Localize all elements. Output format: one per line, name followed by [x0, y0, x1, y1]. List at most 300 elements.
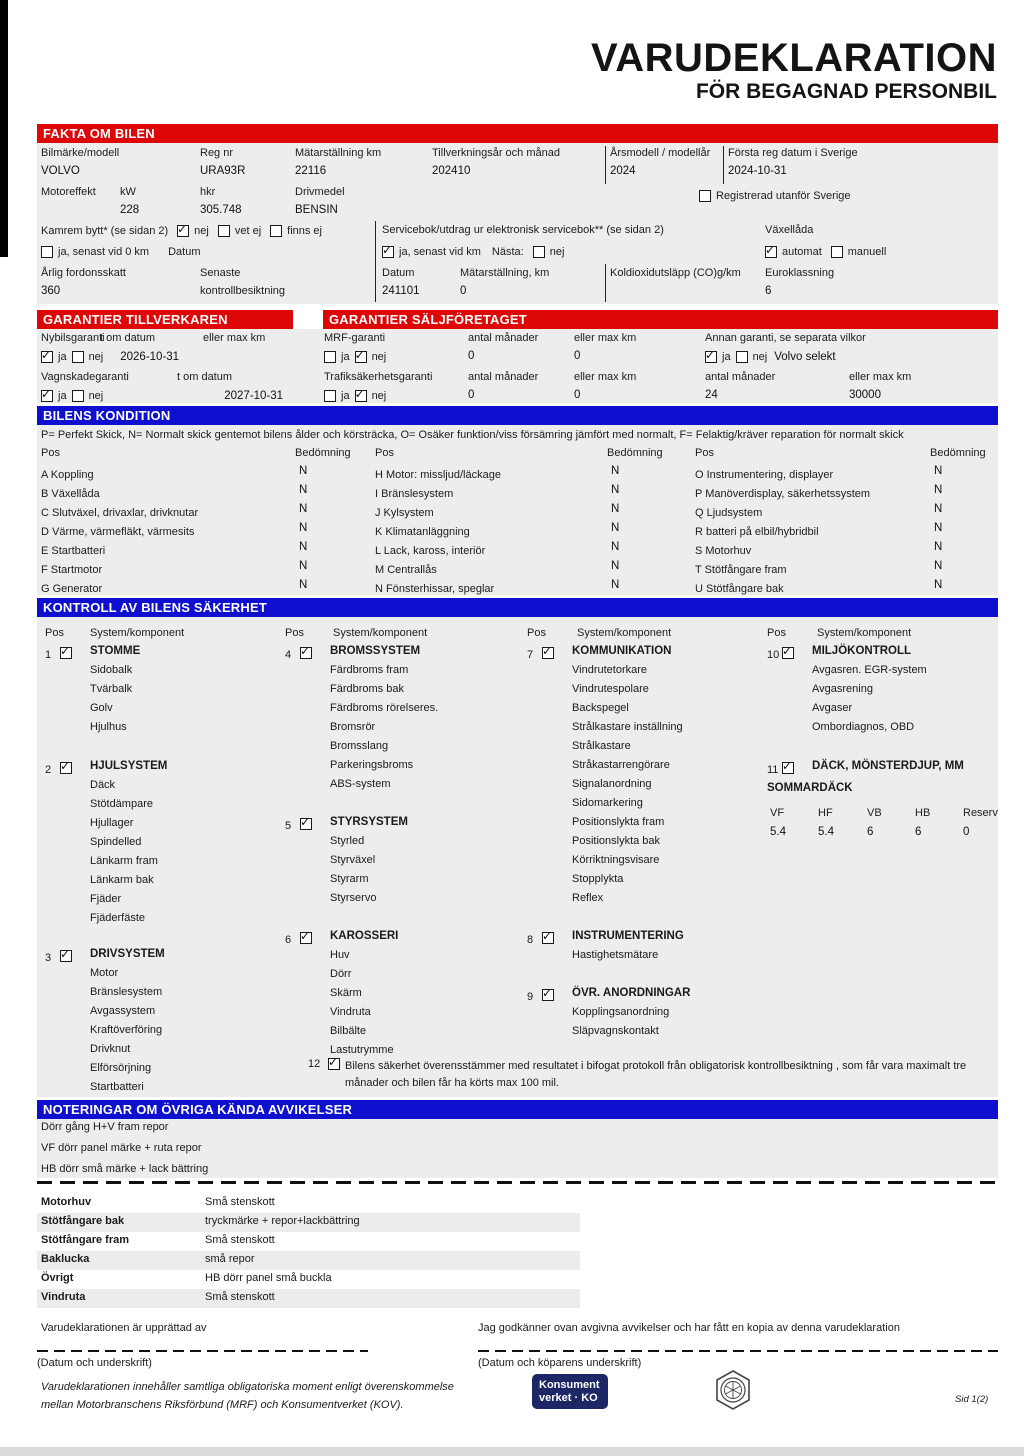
safety-item: Dörr — [330, 968, 352, 980]
euro-class-value: 6 — [765, 285, 772, 297]
kamrem-ja-label: ja, senast vid 0 km — [58, 245, 150, 258]
safety-group-checkbox — [542, 932, 554, 944]
kamrem-nej-checkbox — [177, 225, 189, 237]
trafik-months-value: 0 — [468, 389, 475, 401]
pos-header: Pos — [695, 447, 714, 459]
condition-row — [41, 503, 371, 522]
mrf-logo-icon — [712, 1368, 754, 1412]
tyre-depth-value: 5.4 — [818, 826, 834, 838]
kw-value: 228 — [120, 204, 140, 216]
condition-row — [41, 560, 371, 579]
condition-pos-label: A Koppling — [41, 469, 94, 481]
condition-row — [375, 465, 705, 484]
inspection-label: kontrollbesiktning — [200, 285, 285, 297]
tyre-col-header: HF — [818, 807, 833, 819]
damage-table — [37, 1194, 580, 1308]
latest-label: Senaste — [200, 267, 241, 279]
safety-group — [527, 645, 761, 911]
condition-pos-label: E Startbatteri — [41, 545, 106, 557]
safety-group-header — [527, 930, 761, 949]
co2-label: Koldioxidutsläpp (CO)g/km — [610, 267, 741, 279]
condition-pos-label: M Centrallås — [375, 564, 437, 576]
safety-item: Länkarm bak — [90, 874, 154, 886]
kamrem-ja-checkbox — [41, 246, 53, 258]
condition-row — [41, 522, 371, 541]
page-bottom-strip — [0, 1447, 1024, 1456]
gearbox-automat-checkbox — [765, 246, 777, 258]
safety-group-number: 5 — [285, 820, 292, 832]
fuel-value: BENSIN — [295, 204, 338, 216]
safety-group-number: 10 — [767, 649, 780, 661]
condition-pos-label: P Manöverdisplay, säkerhetssystem — [695, 488, 871, 500]
safety-item: Vindruta — [330, 1006, 371, 1018]
ja-label: ja — [341, 350, 350, 363]
ja-label: ja — [722, 350, 731, 363]
safety-group-number: 9 — [527, 991, 534, 1003]
condition-grade: N — [934, 484, 943, 496]
hkr-label: hkr — [200, 186, 216, 198]
safety-group-header — [767, 645, 1001, 664]
annan-ja-checkbox — [705, 351, 717, 363]
tom-datum-label: t om datum — [177, 371, 233, 383]
condition-pos-label: O Instrumentering, displayer — [695, 469, 834, 481]
safety-item: Körriktningsvisare — [572, 854, 660, 866]
tyre-col-header: VB — [867, 807, 882, 819]
condition-pos-label: C Slutväxel, drivaxlar, drivknutar — [41, 507, 199, 519]
page-edge-bar — [0, 0, 8, 257]
condition-column — [41, 465, 371, 598]
condition-pos-label: I Bränslesystem — [375, 488, 454, 500]
safety-item: ABS-system — [330, 778, 391, 790]
safety-group-title: INSTRUMENTERING — [572, 930, 684, 942]
condition-grade: N — [611, 579, 620, 591]
bedomning-header: Bedömning — [295, 447, 351, 459]
inspection-date-label: Datum — [382, 267, 415, 279]
safety-item: Bilbälte — [330, 1025, 367, 1037]
safety-item: Strålkastare — [572, 740, 631, 752]
condition-pos-label: F Startmotor — [41, 564, 103, 576]
condition-pos-label: H Motor: missljud/läckage — [375, 469, 501, 481]
max-km-label: eller max km — [203, 332, 266, 344]
nybils-ja-checkbox — [41, 351, 53, 363]
condition-grade: N — [934, 522, 943, 534]
pos-header: Pos — [767, 627, 786, 639]
condition-grade: N — [934, 503, 943, 515]
safety-item: Huv — [330, 949, 350, 961]
condition-row — [41, 541, 371, 560]
damage-note-value: HB dörr panel små buckla — [205, 1272, 332, 1284]
damage-note-value: Små stenskott — [205, 1291, 275, 1303]
safety-item-12-text: Bilens säkerhet överensstämmer med resultatet i bifogat protokoll från obligatorisk kontrollbesiktning , som får vara maximalt tre månader och bilen får ha körts max 100 mil. — [345, 1060, 967, 1089]
safety-item: Startbatteri — [90, 1081, 144, 1093]
safety-group-header — [527, 645, 761, 664]
servicebook-label: Servicebok/utdrag ur elektronisk servicebok** (se sidan 2) — [382, 224, 664, 236]
annan-garanti-label: Annan garanti, se separata vilkor — [705, 332, 866, 344]
damage-row — [37, 1194, 580, 1213]
divider — [605, 146, 606, 184]
tyre-col-header: HB — [915, 807, 931, 819]
safety-group — [45, 645, 279, 740]
noteringar-line: VF dörr panel märke + ruta repor — [41, 1142, 202, 1154]
component-header: System/komponent — [817, 627, 912, 639]
damage-part-label: Vindruta — [41, 1291, 86, 1303]
safety-item: Fjäderfäste — [90, 912, 146, 924]
safety-item: Sidomarkering — [572, 797, 643, 809]
vagnskade-ja-checkbox — [41, 390, 53, 402]
safety-item: Styrarm — [330, 873, 369, 885]
safety-item: Styrled — [330, 835, 365, 847]
damage-note-value: Små stenskott — [205, 1196, 275, 1208]
disclaimer-line1: Varudeklarationen innehåller samtliga obligatoriska moment enligt överenskommelse — [41, 1381, 454, 1393]
tax-label: Årlig fordonsskatt — [41, 267, 126, 279]
safety-item: Reflex — [572, 892, 604, 904]
trafik-km-value: 0 — [574, 389, 581, 401]
annan-nej-checkbox — [736, 351, 748, 363]
condition-pos-label: G Generator — [41, 583, 103, 595]
safety-group-checkbox — [782, 762, 794, 774]
pos-header: Pos — [285, 627, 304, 639]
safety-group-checkbox — [300, 932, 312, 944]
safety-item: Kraftöverföring — [90, 1024, 163, 1036]
section-header-noteringar: NOTERINGAR OM ÖVRIGA KÄNDA AVVIKELSER — [37, 1100, 998, 1119]
safety-item: Styrväxel — [330, 854, 376, 866]
safety-group-checkbox — [542, 647, 554, 659]
trafiksakerhetsgaranti-label: Trafiksäkerhetsgaranti — [324, 371, 433, 383]
safety-item: Bränslesystem — [90, 986, 163, 998]
nej-label: nej — [371, 389, 387, 402]
damage-row — [37, 1270, 580, 1289]
safety-group-checkbox — [542, 989, 554, 1001]
component-header: System/komponent — [90, 627, 185, 639]
nybils-date-value: 2026-10-31 — [120, 350, 180, 363]
condition-pos-label: R batteri på elbil/hybridbil — [695, 526, 819, 538]
servicebook-row — [382, 245, 564, 258]
damage-part-label: Stötfångare fram — [41, 1234, 130, 1246]
safety-group-title: KOMMUNIKATION — [572, 645, 672, 657]
antal-manader-label: antal månader — [468, 332, 539, 344]
field-label: Tillverkningsår och månad — [432, 147, 560, 159]
kamrem-label: Kamrem bytt* (se sidan 2) — [41, 224, 169, 237]
condition-pos-label: Q Ljudsystem — [695, 507, 763, 519]
safety-item: Positionslykta bak — [572, 835, 661, 847]
odometer-value: 22116 — [295, 165, 327, 177]
safety-item: Vindrutespolare — [572, 683, 649, 695]
safety-item: Drivknut — [90, 1043, 131, 1055]
annan-manader-label: antal månader — [705, 371, 776, 383]
safety-item: Parkeringsbroms — [330, 759, 414, 771]
brand-model-value: VOLVO — [41, 165, 80, 177]
condition-row — [41, 484, 371, 503]
safety-item: Golv — [90, 702, 113, 714]
antal-manader-label: antal månader — [468, 371, 539, 383]
safety-item: Stopplykta — [572, 873, 624, 885]
ja-label: ja — [58, 389, 67, 402]
condition-pos-label: N Fönsterhissar, speglar — [375, 583, 495, 595]
document-title — [591, 36, 997, 104]
condition-grade: N — [611, 560, 620, 572]
safety-group-checkbox — [782, 647, 794, 659]
condition-pos-label: J Kylsystem — [375, 507, 434, 519]
prepared-by-label: Varudeklarationen är upprättad av — [41, 1322, 207, 1334]
condition-row — [695, 522, 1024, 541]
section-header-kondition: BILENS KONDITION — [37, 406, 998, 425]
gearbox-label: Växellåda — [765, 224, 814, 236]
safety-group-number: 3 — [45, 952, 52, 964]
eller-max-km-label: eller max km — [574, 371, 637, 383]
kamrem-finnsej-label: finns ej — [287, 224, 322, 237]
condition-grade: N — [299, 484, 308, 496]
safety-item: Färdbroms bak — [330, 683, 404, 695]
servicebook-ja-checkbox — [382, 246, 394, 258]
safety-group-title: KAROSSERI — [330, 930, 399, 942]
vagnskade-date-value: 2027-10-31 — [224, 389, 284, 402]
tyre-depth-value: 6 — [915, 826, 922, 838]
condition-grade: N — [611, 522, 620, 534]
safety-group-header — [285, 930, 519, 949]
damage-row — [37, 1251, 580, 1270]
safety-item: Avgasren. EGR-system — [812, 664, 927, 676]
safety-group-number: 6 — [285, 934, 292, 946]
seller-signature-caption: (Datum och underskrift) — [37, 1357, 152, 1369]
component-header: System/komponent — [577, 627, 672, 639]
gearbox-row — [765, 245, 886, 258]
safety-item: Ombordiagnos, OBD — [812, 721, 915, 733]
condition-grade: N — [934, 541, 943, 553]
condition-pos-label: B Växellåda — [41, 488, 100, 500]
safety-group-checkbox — [60, 950, 72, 962]
bedomning-header: Bedömning — [930, 447, 986, 459]
condition-row — [375, 522, 705, 541]
nej-label: nej — [752, 350, 768, 363]
condition-column — [695, 465, 1024, 598]
safety-item: Avgaser — [812, 702, 853, 714]
safety-group-header — [285, 645, 519, 664]
kamrem-datum-label: Datum — [168, 245, 201, 258]
safety-group-header — [767, 760, 1001, 779]
pos-header: Pos — [527, 627, 546, 639]
safety-item: Vindrutetorkare — [572, 664, 648, 676]
pos-header: Pos — [41, 447, 60, 459]
condition-grade: N — [611, 465, 620, 477]
damage-part-label: Stötfångare bak — [41, 1215, 125, 1227]
mrf-ja-checkbox — [324, 351, 336, 363]
safety-item: Lastutrymme — [330, 1044, 394, 1056]
safety-group — [527, 930, 761, 968]
safety-item: Tvärbalk — [90, 683, 133, 695]
condition-pos-label: L Lack, kaross, interiör — [375, 545, 486, 557]
condition-grade: N — [299, 522, 308, 534]
safety-item: Signalanordning — [572, 778, 652, 790]
pos-header: Pos — [45, 627, 64, 639]
kamrem-options-row — [41, 224, 322, 237]
signature-line-seller — [37, 1350, 368, 1352]
damage-row — [37, 1232, 580, 1251]
kamrem-vetej-checkbox — [218, 225, 230, 237]
field-label: Första reg datum i Sverige — [728, 147, 858, 159]
safety-group-number: 11 — [767, 764, 779, 776]
vagnskade-nej-checkbox — [72, 390, 84, 402]
section-header-sakerhet: KONTROLL AV BILENS SÄKERHET — [37, 598, 998, 617]
registered-abroad-checkbox — [699, 190, 711, 202]
bedomning-header: Bedömning — [607, 447, 663, 459]
kamrem-finnsej-checkbox — [270, 225, 282, 237]
damage-part-label: Baklucka — [41, 1253, 90, 1265]
safety-item: Hjullager — [90, 817, 134, 829]
page-subtitle: FÖR BEGAGNAD PERSONBIL — [695, 80, 997, 103]
mrf-km-value: 0 — [574, 350, 581, 362]
safety-item: Bromsrör — [330, 721, 376, 733]
safety-group-header — [45, 645, 279, 664]
nybilsgaranti-label: Nybilsgaranti — [41, 332, 105, 344]
nej-label: nej — [88, 389, 104, 402]
condition-row — [375, 579, 705, 598]
condition-row — [375, 503, 705, 522]
safety-group — [285, 816, 519, 911]
nej-label: nej — [88, 350, 104, 363]
condition-pos-label: D Värme, värmefläkt, värmesits — [41, 526, 195, 538]
model-year-value: 2024 — [610, 165, 636, 177]
safety-group-title: MILJÖKONTROLL — [812, 645, 912, 657]
damage-part-label: Motorhuv — [41, 1196, 92, 1208]
safety-item: Stötdämpare — [90, 798, 153, 810]
safety-item-12-number: 12 — [308, 1058, 321, 1070]
damage-note-value: Små stenskott — [205, 1234, 275, 1246]
safety-group-number: 2 — [45, 764, 52, 776]
condition-grade: N — [934, 579, 943, 591]
safety-item: Bromsslang — [330, 740, 389, 752]
page-title: VARUDEKLARATION — [591, 36, 997, 80]
tyre-depth-value: 5.4 — [770, 826, 786, 838]
servicebook-nej-label: nej — [549, 245, 565, 258]
vagnskadegaranti-label: Vagnskadegaranti — [41, 371, 129, 383]
safety-group — [767, 760, 1001, 845]
condition-row — [375, 484, 705, 503]
mrf-months-value: 0 — [468, 350, 475, 362]
signature-line-buyer — [478, 1350, 998, 1352]
damage-row — [37, 1289, 580, 1308]
condition-row — [41, 465, 371, 484]
disclaimer-line2: mellan Motorbranschens Riksförbund (MRF) och Konsumentverket (KOV). — [41, 1399, 404, 1411]
konsumentverket-logo — [532, 1374, 608, 1409]
safety-item: Släpvagnskontakt — [572, 1025, 659, 1037]
condition-row — [695, 541, 1024, 560]
safety-item: Däck — [90, 779, 116, 791]
condition-grade: N — [299, 560, 308, 572]
safety-group-header — [45, 948, 279, 967]
damage-note-value: små repor — [205, 1253, 255, 1265]
condition-grade: N — [299, 503, 308, 515]
annan-garanti-row — [705, 350, 836, 363]
damage-note-value: tryckmärke + repor+lackbättring — [205, 1215, 360, 1227]
damage-row — [37, 1213, 580, 1232]
safety-group — [45, 948, 279, 1100]
condition-grade: N — [611, 484, 620, 496]
field-label: Mätarställning km — [295, 147, 382, 159]
servicebook-ja-label: ja, senast vid km — [399, 245, 481, 258]
safety-group-title: STYRSYSTEM — [330, 816, 408, 828]
section-header-fakta: FAKTA OM BILEN — [37, 124, 998, 143]
safety-group-checkbox — [300, 647, 312, 659]
trafik-nej-checkbox — [355, 390, 367, 402]
safety-item: Hjulhus — [90, 721, 127, 733]
safety-group-number: 1 — [45, 649, 52, 661]
safety-group-title: DÄCK, MÖNSTERDJUP, MM — [812, 760, 964, 772]
safety-group-number: 4 — [285, 649, 292, 661]
tyre-depth-value: 0 — [963, 826, 970, 838]
safety-item: Styrservo — [330, 892, 377, 904]
condition-row — [695, 503, 1024, 522]
condition-grade: N — [934, 560, 943, 572]
noteringar-line: Dörr gång H+V fram repor — [41, 1121, 169, 1133]
tax-value: 360 — [41, 285, 61, 297]
safety-group-number: 8 — [527, 934, 534, 946]
page-number: Sid 1(2) — [955, 1394, 989, 1405]
annan-garanti-value: Volvo selekt — [774, 350, 836, 363]
trafik-ja-checkbox — [324, 390, 336, 402]
divider-dashed — [37, 1181, 998, 1184]
safety-item: Länkarm fram — [90, 855, 158, 867]
ja-label: ja — [341, 389, 350, 402]
safety-group — [767, 645, 1001, 740]
condition-grade: N — [299, 465, 308, 477]
safety-item: Fjäder — [90, 893, 122, 905]
mrf-garanti-label: MRF-garanti — [324, 332, 386, 344]
damage-part-label: Övrigt — [41, 1272, 74, 1284]
safety-item: Stråkastarrengörare — [572, 759, 670, 771]
first-reg-value: 2024-10-31 — [728, 165, 787, 177]
eller-max-km-label: eller max km — [574, 332, 637, 344]
safety-group-checkbox — [300, 818, 312, 830]
nybils-nej-checkbox — [72, 351, 84, 363]
safety-item: Positionslykta fram — [572, 816, 665, 828]
safety-group-header — [285, 816, 519, 835]
annan-months-value: 24 — [705, 389, 718, 401]
inspection-odo-value: 0 — [460, 285, 467, 297]
condition-grade: N — [611, 503, 620, 515]
divider — [723, 146, 724, 184]
condition-pos-label: K Klimatanläggning — [375, 526, 470, 538]
safety-item: Färdbroms rörelseres. — [330, 702, 439, 714]
divider — [375, 221, 376, 302]
safety-group-title: STOMME — [90, 645, 141, 657]
kamrem-nej-label: nej — [194, 224, 209, 237]
gearbox-manuell-checkbox — [831, 246, 843, 258]
safety-item: Skärm — [330, 987, 362, 999]
safety-group-checkbox — [60, 647, 72, 659]
field-label: Bilmärke/modell — [41, 147, 120, 159]
tyre-header-row — [767, 807, 1001, 826]
nybilsgaranti-row — [41, 350, 179, 363]
noteringar-line: HB dörr små märke + lack bättring — [41, 1163, 209, 1175]
konsumentverket-logo-line2: verket · KO — [539, 1391, 598, 1404]
ja-label: ja — [58, 350, 67, 363]
condition-row — [41, 579, 371, 598]
tyre-season-label: SOMMARDÄCK — [767, 782, 853, 794]
condition-row — [375, 541, 705, 560]
divider — [605, 264, 606, 302]
condition-row — [695, 484, 1024, 503]
registered-abroad-row — [695, 189, 851, 202]
safety-group — [285, 645, 519, 797]
inspection-odo-label: Mätarställning, km — [460, 267, 550, 279]
noteringar-list — [41, 1121, 208, 1184]
field-label: Årsmodell / modellår — [610, 147, 711, 159]
hkr-value: 305.748 — [200, 204, 242, 216]
safety-group-title: ÖVR. ANORDNINGAR — [572, 987, 691, 999]
safety-group-title: DRIVSYSTEM — [90, 948, 165, 960]
kw-label: kW — [120, 186, 136, 198]
safety-item: Avgassystem — [90, 1005, 156, 1017]
